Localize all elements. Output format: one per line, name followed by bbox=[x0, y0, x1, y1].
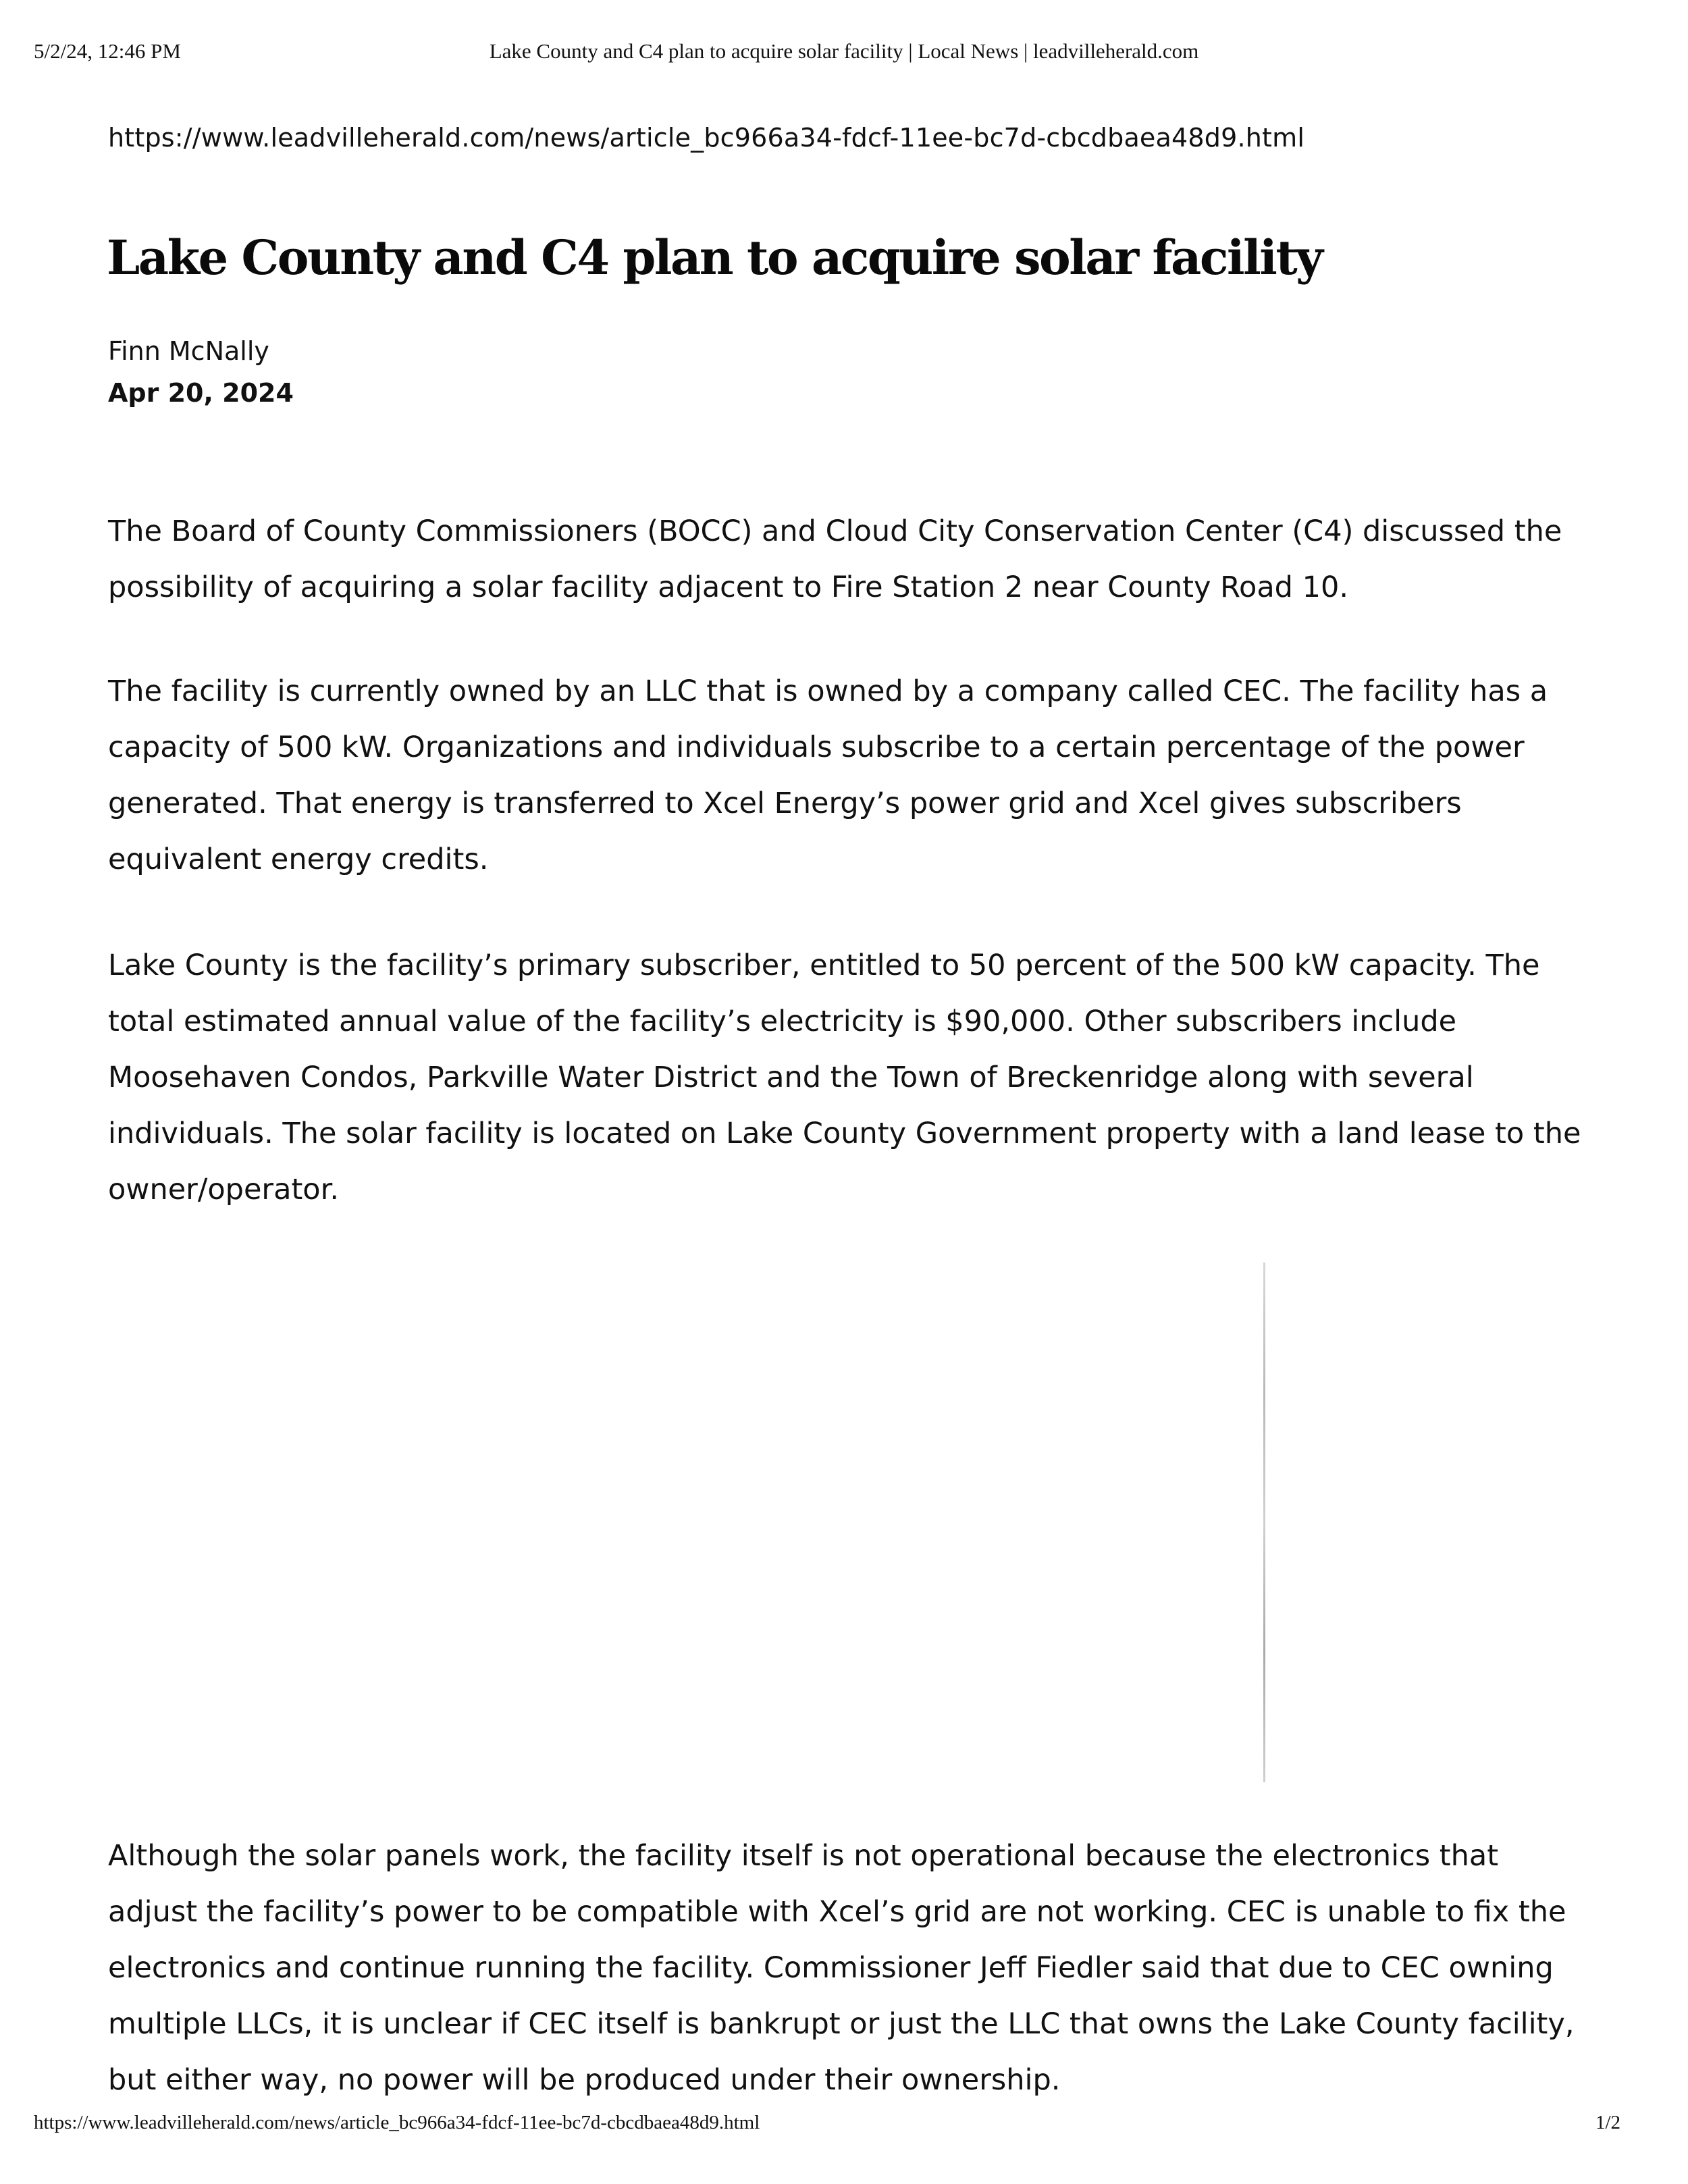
article-paragraph: Although the solar panels work, the facility itself is not operational because the electronics that adjust the facility’s power to be compatible with Xcel’s grid are not working. CEC is unable to fix the electronics and continue running the facility. Commissioner Jeff Fiedler said that due to CEC owning multiple LLCs, it is unclear if CEC itself is bankrupt or just the LLC that owns the Lake County facility, but either way, no power will be produced under their ownership. bbox=[108, 1839, 1575, 2097]
article-headline: Lake County and C4 plan to acquire solar facility bbox=[107, 230, 1322, 286]
print-page-title: Lake County and C4 plan to acquire solar facility | Local News | leadvilleherald.com bbox=[489, 39, 1199, 63]
print-footer bbox=[34, 2112, 1654, 2139]
print-page-number: 1/2 bbox=[1595, 2112, 1620, 2133]
ad-placeholder-divider bbox=[1263, 1262, 1265, 1782]
article-date: Apr 20, 2024 bbox=[108, 378, 294, 408]
article-paragraph: The facility is currently owned by an LLC that is owned by a company called CEC. The facility has a capacity of 500 kW. Organizations and individuals subscribe to a certain percentage of the power generated. That energy is transferred to Xcel Energy’s power grid and Xcel gives subscribers equivalent energy credits. bbox=[108, 674, 1548, 876]
article-paragraph: The Board of County Commissioners (BOCC) and Cloud City Conservation Center (C4) discussed the possibility of acquiring a solar facility adjacent to Fire Station 2 near County Road 10. bbox=[108, 514, 1562, 604]
print-datetime: 5/2/24, 12:46 PM bbox=[34, 39, 181, 63]
print-header bbox=[34, 39, 1654, 66]
article-paragraph: Lake County is the facility’s primary subscriber, entitled to 50 percent of the 500 kW capacity. The total estimated annual value of the facility’s electricity is $90,000. Other subscribers include Moosehaven Condos, Parkville Water District and the Town of Breckenridge along with several individuals. The solar facility is located on Lake County Government property with a land lease to the owner/operator. bbox=[108, 949, 1581, 1206]
article-author[interactable]: Finn McNally bbox=[108, 336, 269, 366]
article-url[interactable]: https://www.leadvilleherald.com/news/article_bc966a34-fdcf-11ee-bc7d-cbcdbaea48d9.html bbox=[108, 123, 1305, 153]
print-footer-url: https://www.leadvilleherald.com/news/article_bc966a34-fdcf-11ee-bc7d-cbcdbaea48d9.html bbox=[34, 2112, 760, 2133]
